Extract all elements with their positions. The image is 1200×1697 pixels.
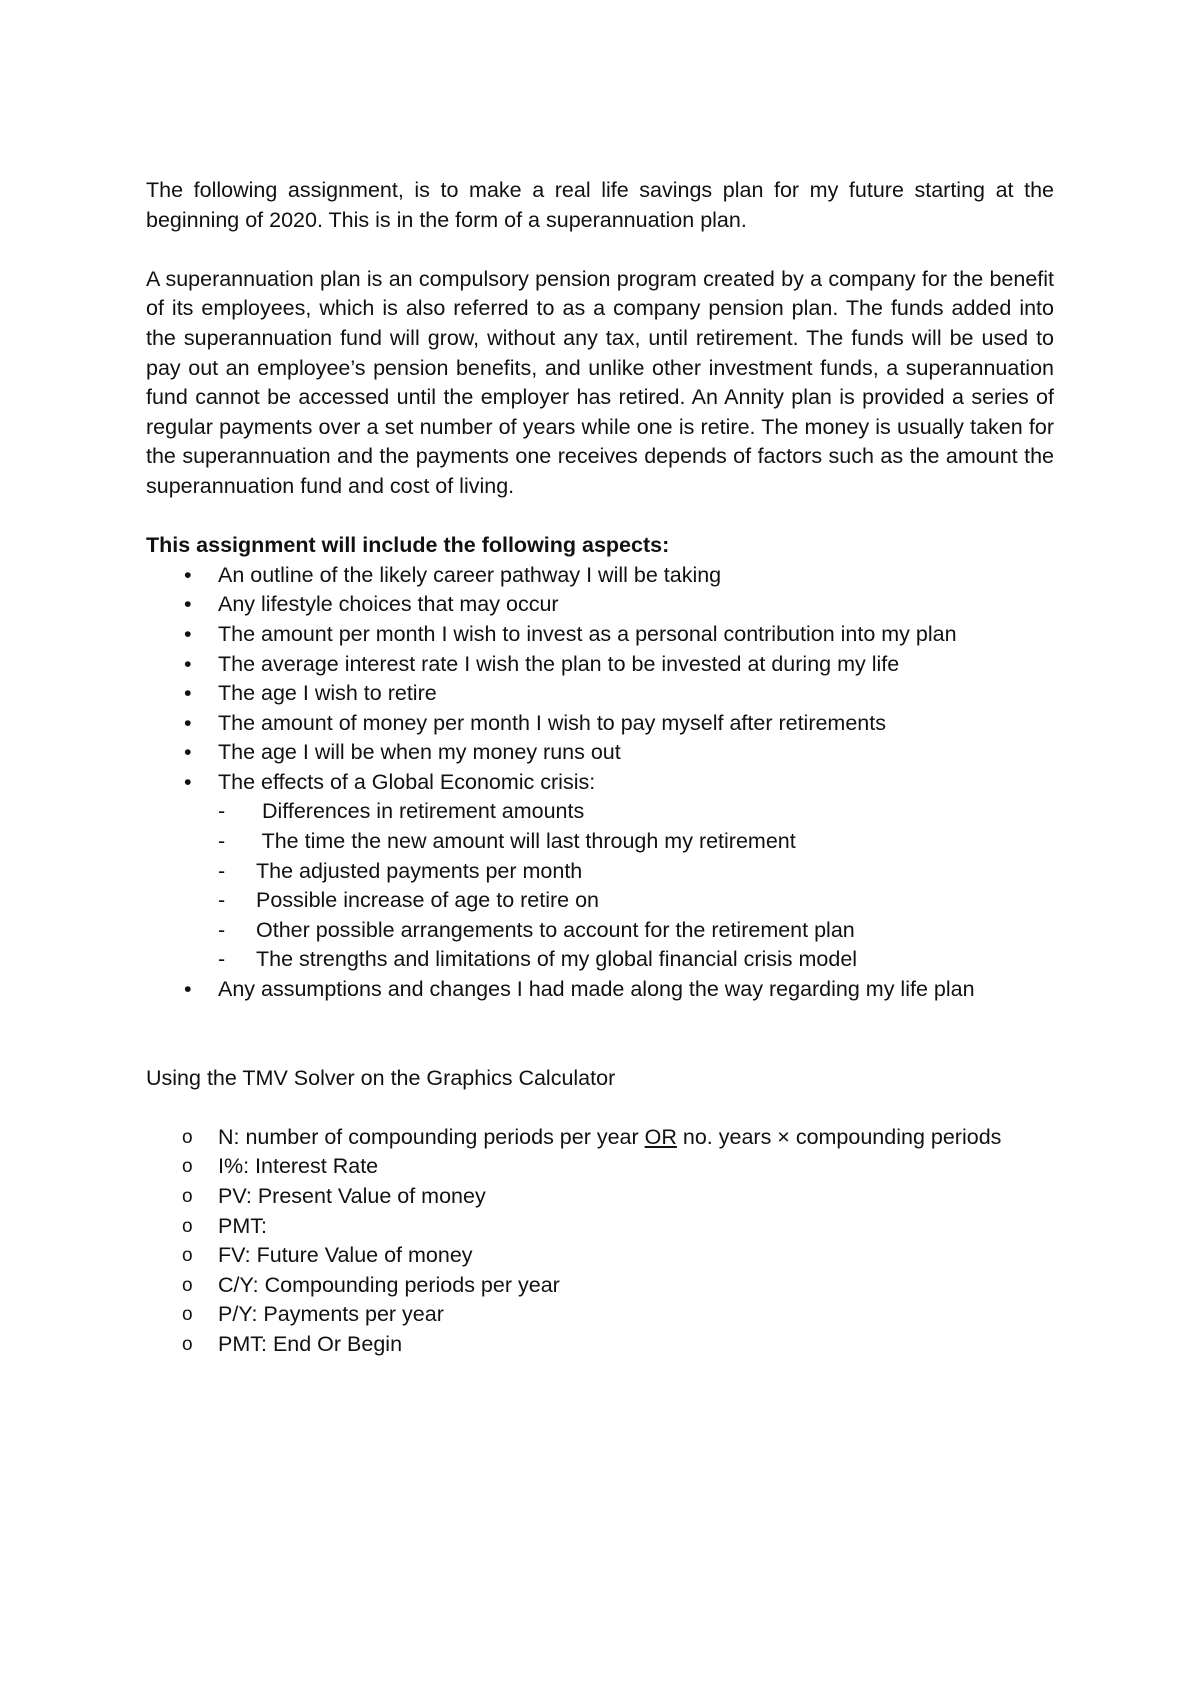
circle-bullet-icon: o [182, 1274, 193, 1296]
dash-icon: - [218, 858, 226, 883]
sublist-item [218, 827, 1054, 857]
list-item [146, 1152, 1054, 1182]
circle-bullet-icon: o [182, 1245, 193, 1267]
sublist-item [218, 916, 1054, 946]
list-item-text: P/Y: Payments per year [218, 1302, 444, 1327]
bullet-icon: • [184, 769, 192, 794]
bullet-icon: • [184, 740, 192, 765]
intro-paragraph: The following assignment, is to make a real life savings plan for my future starting at the beginning of 2020. This is in the form of a superannuation plan. [146, 178, 1054, 232]
crisis-sublist [218, 797, 1054, 975]
sublist-item [218, 857, 1054, 887]
list-item-text: PMT: End Or Begin [218, 1331, 403, 1356]
list-item [146, 1182, 1054, 1212]
list-item-text: FV: Future Value of money [218, 1243, 473, 1268]
list-item-text: The age I wish to retire [218, 681, 437, 706]
list-item [146, 1123, 1054, 1153]
sublist-item [218, 945, 1054, 975]
list-item-text: The amount of money per month I wish to pay myself after retirements [218, 710, 886, 735]
tmv-n-or-text: OR [644, 1124, 677, 1149]
bullet-icon: • [184, 651, 192, 676]
sublist-item [218, 797, 1054, 827]
list-item [146, 1241, 1054, 1271]
bullet-icon: • [184, 710, 192, 735]
list-item-text: PV: Present Value of money [218, 1184, 486, 1208]
sublist-item [218, 886, 1054, 916]
circle-bullet-icon: o [182, 1215, 193, 1237]
sublist-item-text: Other possible arrangements to account for the retirement plan [256, 917, 855, 942]
list-item [146, 975, 1054, 1005]
list-item-text: C/Y: Compounding periods per year [218, 1272, 560, 1297]
bullet-icon: • [184, 977, 192, 1002]
list-item-text: An outline of the likely career pathway I will be taking [218, 562, 722, 587]
tmv-n-suffix-text: no. years × compounding periods [676, 1124, 1002, 1149]
sublist-item-text: The time the new amount will last through my retirement [256, 829, 796, 854]
dash-icon: - [218, 917, 226, 942]
list-item-text: Any lifestyle choices that may occur [218, 592, 559, 617]
tmv-variable-list [146, 1123, 1054, 1360]
tmv-heading: Using the TMV Solver on the Graphics Calculator [146, 1065, 616, 1090]
list-item [146, 768, 1054, 975]
dash-icon: - [218, 888, 226, 913]
circle-bullet-icon: o [182, 1156, 193, 1178]
bullet-icon: • [184, 562, 192, 587]
list-item [146, 561, 1054, 591]
bullet-icon: • [184, 592, 192, 617]
aspects-list [146, 561, 1054, 1005]
list-item [146, 738, 1054, 768]
list-item [146, 679, 1054, 709]
list-item [146, 709, 1054, 739]
sublist-item-text: The adjusted payments per month [256, 858, 583, 883]
list-item [146, 1330, 1054, 1360]
dash-icon: - [218, 829, 226, 854]
bullet-icon: • [184, 621, 192, 646]
list-item-text: Any assumptions and changes I had made along the way regarding my life plan [218, 977, 975, 1002]
aspects-heading: This assignment will include the following aspects: [146, 533, 670, 558]
list-item [146, 590, 1054, 620]
list-item [146, 1271, 1054, 1301]
list-item-text: The effects of a Global Economic crisis: [218, 769, 596, 794]
list-item-text: PMT: [218, 1213, 267, 1238]
list-item [146, 650, 1054, 680]
list-item-text: The age I will be when my money runs out [218, 740, 621, 765]
circle-bullet-icon: o [182, 1333, 193, 1355]
list-item-text: The amount per month I wish to invest as a personal contribution into my plan [218, 621, 957, 646]
tmv-n-text: N: number of compounding periods per year [218, 1124, 645, 1149]
list-item-text: The average interest rate I wish the plan to be invested at during my life [218, 651, 900, 676]
list-item [146, 1300, 1054, 1330]
sublist-item-text: Differences in retirement amounts [256, 799, 585, 824]
dash-icon: - [218, 947, 226, 972]
circle-bullet-icon: o [182, 1304, 193, 1326]
list-item [146, 620, 1054, 650]
sublist-item-text: The strengths and limitations of my global financial crisis model [256, 947, 858, 972]
document-page [146, 176, 1054, 1360]
list-item [146, 1212, 1054, 1242]
circle-bullet-icon: o [182, 1126, 193, 1148]
definition-paragraph: A superannuation plan is an compulsory pension program created by a company for the benefit of its employees, which is also referred to as a company pension plan. The funds added into the superannuation fund will grow, without any tax, until retirement. The funds will be used to pay out an employee’s pension benefits, and unlike other investment funds, a superannuation fund cannot be accessed until the employer has retired. An Annity plan is provided a series of regular payments over a set number of years while one is retire. The money is usually taken for the superannuation and the payments one receives depends of factors such as the amount the superannuation fund and cost of living. [146, 266, 1054, 498]
list-item-text: I%: Interest Rate [218, 1154, 379, 1179]
circle-bullet-icon: o [182, 1186, 193, 1207]
sublist-item-text: Possible increase of age to retire on [256, 888, 600, 913]
bullet-icon: • [184, 681, 192, 706]
dash-icon: - [218, 799, 226, 824]
